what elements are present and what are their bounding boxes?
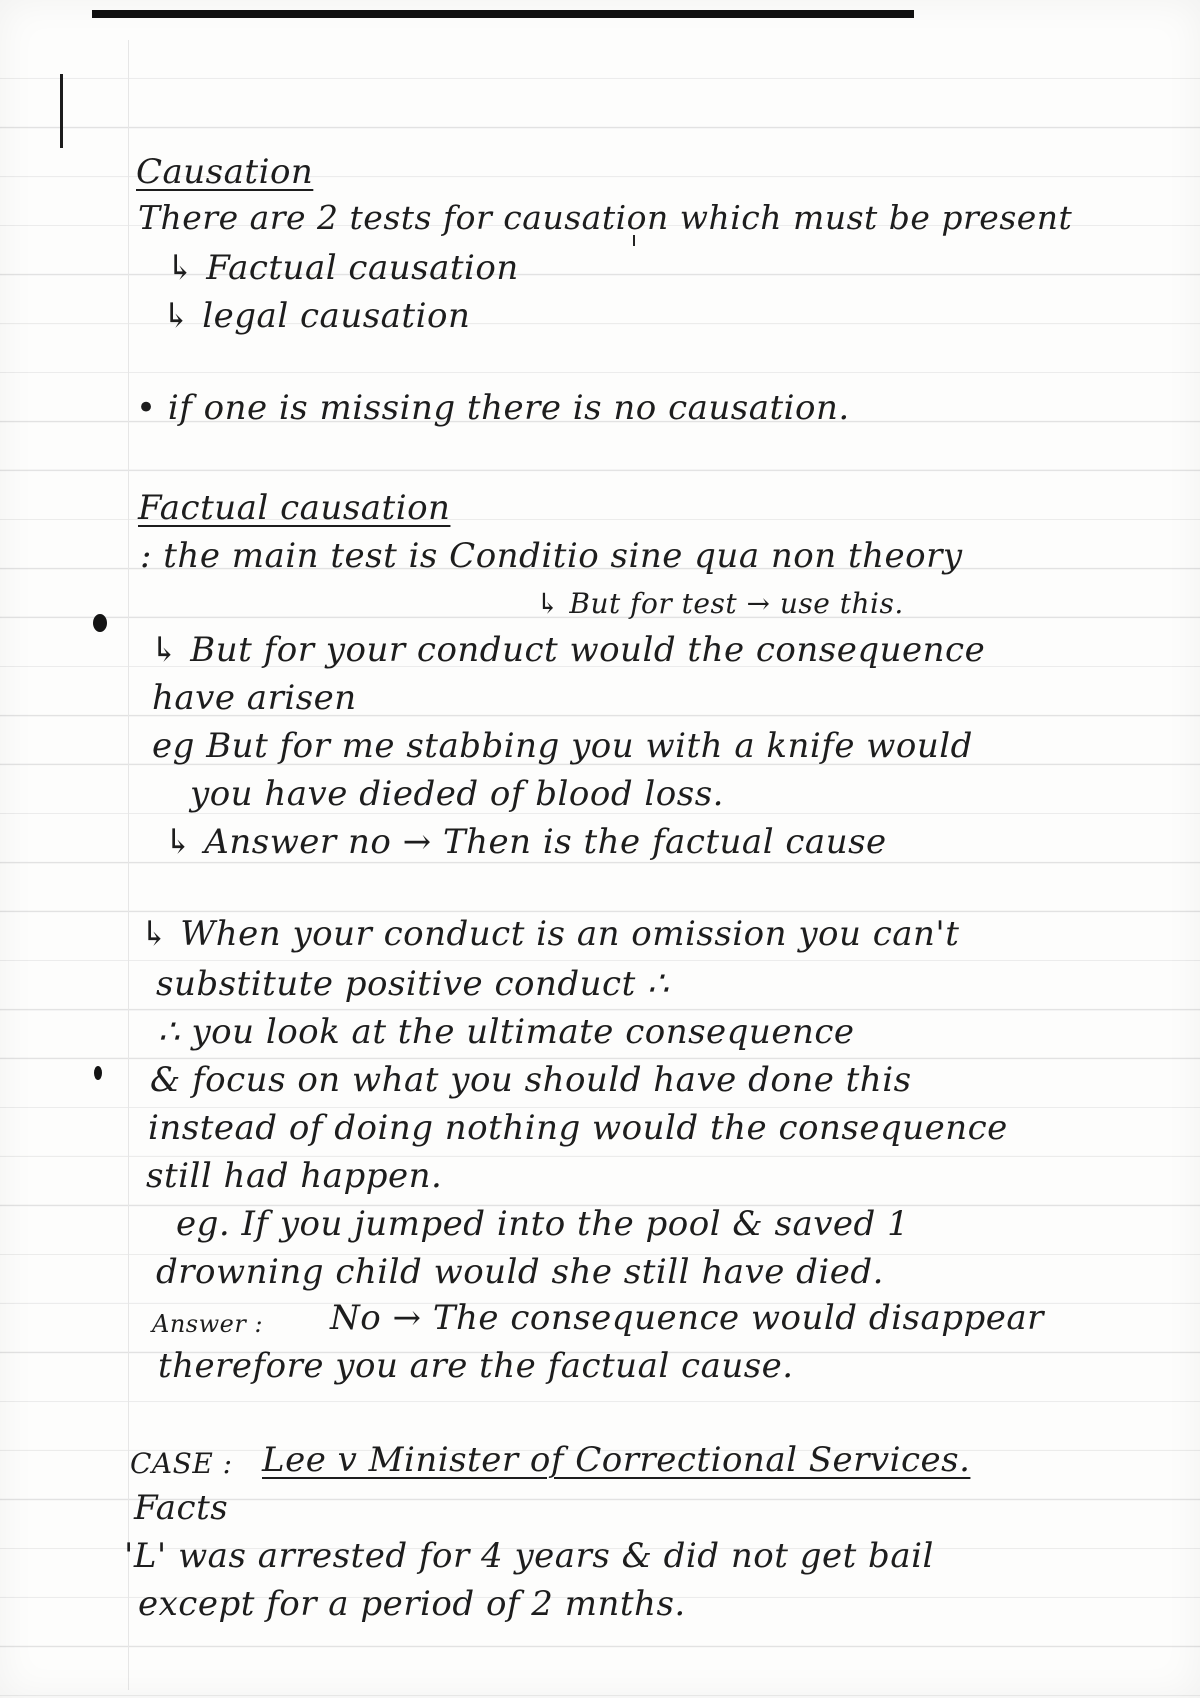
list-item: ↳ When your conduct is an omission you can't [140,914,960,954]
text-line: you have dieded of blood loss. [190,774,724,814]
text-line: : the main test is Conditio sine qua non theory [140,536,963,576]
heading-factual-causation: Factual causation [138,488,451,528]
text-line: instead of doing nothing would the consequence [148,1108,1008,1148]
list-item: ↳ legal causation [162,296,471,336]
answer-label: Answer : [152,1310,264,1338]
text-line: ∴ you look at the ultimate consequence [158,1012,855,1052]
text-line: • if one is missing there is no causation. [136,388,850,428]
text-line: No → The consequence would disappear [330,1298,1044,1338]
text-line: except for a period of 2 mnths. [138,1584,686,1624]
text-line: There are 2 tests for causation which must be present [138,198,1073,237]
heading-causation: Causation [136,152,314,192]
case-label: CASE : [130,1447,233,1480]
text-line: eg But for me stabbing you with a knife would [152,726,973,766]
text-line: therefore you are the factual cause. [158,1346,794,1386]
margin-line [128,40,129,1690]
list-item: ↳ Factual causation [166,248,519,288]
text-line: have arisen [152,678,357,718]
text-line: eg. If you jumped into the pool & saved 1 [176,1204,910,1244]
case-name: Lee v Minister of Correctional Services. [262,1440,971,1480]
text-line: & focus on what you should have done this [150,1060,912,1100]
facts-heading: Facts [134,1488,229,1528]
text-line: drowning child would she still have died. [156,1252,884,1292]
text-line: ↳ But for test → use this. [536,587,904,620]
ink-dot [94,1066,102,1080]
list-item: ↳ Answer no → Then is the factual cause [164,822,887,862]
text-line: substitute positive conduct ∴ [156,964,670,1004]
scan-top-edge [92,10,914,18]
pen-mark [60,74,63,148]
text-line: still had happen. [146,1156,443,1196]
list-item: ↳ But for your conduct would the consequence [150,630,986,670]
ink-dot [93,614,107,632]
text-line: 'L' was arrested for 4 years & did not get bail [124,1536,934,1576]
